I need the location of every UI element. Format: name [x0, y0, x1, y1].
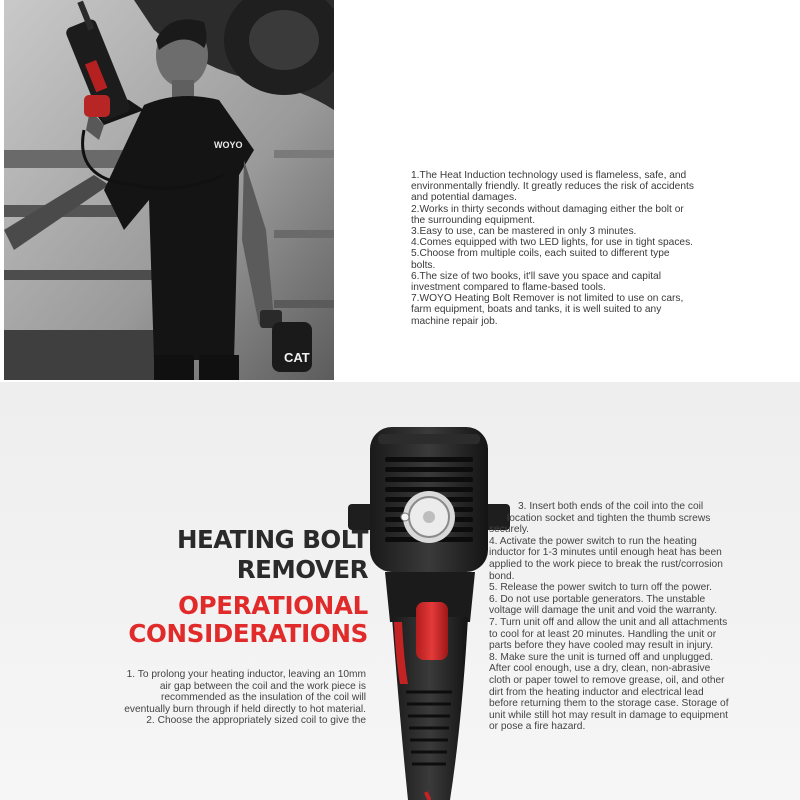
- instruction-line: voltage will damage the unit and void the warranty.: [489, 605, 718, 617]
- instruction-line: 5. Release the power switch to turn off the power.: [489, 582, 712, 594]
- feature-line: 4.Comes equipped with two LED lights, for use in tight spaces.: [411, 237, 694, 249]
- feature-line: 6.The size of two books, it'll save you space and capital: [411, 270, 661, 282]
- feature-line: bolts.: [411, 259, 436, 271]
- instruction-line: cloth or paper towel to remove grease, oil, and other: [489, 674, 725, 686]
- feature-list: [411, 170, 756, 327]
- instruction-line: 7. Turn unit off and allow the unit and all attachments: [489, 616, 728, 628]
- section-heading: [128, 592, 368, 648]
- instruction-line: 8. Make sure the unit is turned off and unplugged.: [489, 651, 714, 663]
- instruction-line: before returning them to the storage case. Storage of: [489, 698, 729, 710]
- top-section: [0, 0, 800, 382]
- shirt-logo: WOYO: [214, 140, 243, 150]
- glove-logo: CAT: [284, 350, 310, 365]
- instruction-line: unit while still hot may result in damage to equipment: [489, 709, 728, 721]
- instructions-right: [489, 501, 771, 733]
- product-title-line1: HEATING BOLT: [176, 525, 368, 554]
- instruction-line: air gap between the coil and the work piece is: [159, 680, 366, 692]
- product-title-line2: REMOVER: [236, 555, 368, 584]
- instruction-line: After cool enough, use a dry, clean, non-abrasive: [489, 663, 711, 675]
- feature-line: machine repair job.: [411, 315, 498, 327]
- instructions-left: [86, 669, 366, 727]
- feature-line: 7.WOYO Heating Bolt Remover is not limited to use on cars,: [411, 293, 684, 305]
- feature-line: investment compared to flame-based tools.: [411, 282, 606, 294]
- section-heading-line2: CONSIDERATIONS: [128, 619, 368, 648]
- instruction-line: inductor for 1-3 minutes until enough heat has been: [489, 547, 722, 559]
- feature-line: farm equipment, boats and tanks, it is well suited to any: [411, 304, 662, 316]
- instruction-line: 1. To prolong your heating inductor, leaving an 10mm: [126, 669, 366, 680]
- instruction-line: 2. Choose the appropriately sized coil to give the: [146, 715, 366, 726]
- section-heading-line1: OPERATIONAL: [178, 591, 368, 620]
- feature-line: 2.Works in thirty seconds without damaging either the bolt or: [411, 203, 684, 215]
- feature-line: environmentally friendly. It greatly reduces the risk of accidents: [411, 181, 694, 193]
- instruction-line: to cool for at least 20 minutes. Handling the unit or: [489, 628, 717, 640]
- instruction-line: or pose a fire hazard.: [489, 721, 586, 733]
- instruction-line: securely.: [489, 524, 530, 536]
- instruction-line: eventually burn through if held directly to hot material.: [124, 703, 366, 715]
- bottom-section: [0, 382, 800, 800]
- instruction-line: dirt from the heating inductor and electrical lead: [489, 686, 704, 698]
- instruction-line: 4. Activate the power switch to run the heating: [489, 535, 697, 547]
- mechanic-illustration: [4, 0, 334, 380]
- instruction-line: parts before they have cooled may result in injury.: [489, 640, 714, 652]
- instruction-line: 6. Do not use portable generators. The unstable: [489, 593, 706, 605]
- feature-line: 1.The Heat Induction technology used is flameless, safe, and: [411, 170, 687, 181]
- feature-line: the surrounding equipment.: [411, 214, 536, 226]
- instruction-line: 3. Insert both ends of the coil into the coil: [518, 501, 704, 512]
- feature-line: 5.Choose from multiple coils, each suited to different type: [411, 248, 670, 260]
- feature-line: 3.Easy to use, can be mastered in only 3 minutes.: [411, 226, 637, 238]
- instruction-line: applied to the work piece to break the rust/corrosion: [489, 558, 723, 570]
- mechanic-photo: [4, 0, 334, 380]
- instruction-line: recommended as the insulation of the coil will: [161, 692, 366, 703]
- instruction-line: location socket and tighten the thumb screws: [507, 512, 711, 524]
- product-title: [177, 525, 368, 585]
- feature-line: and potential damages.: [411, 192, 517, 204]
- instruction-line: bond.: [489, 570, 515, 582]
